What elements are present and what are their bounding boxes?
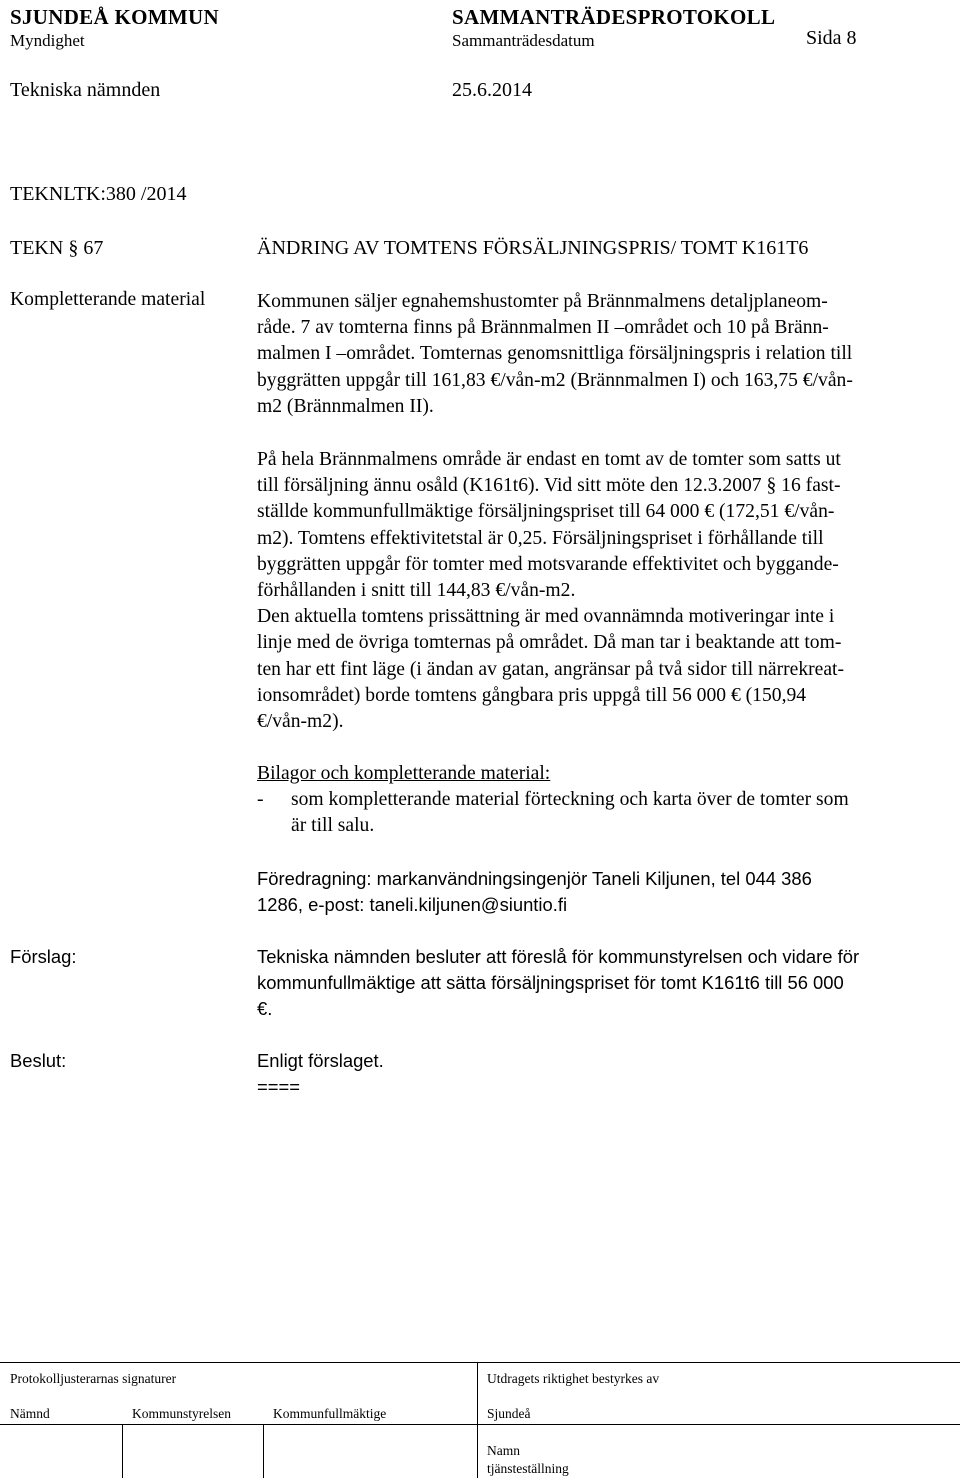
attachments-line: som kompletterande material förteckning och karta över de tomter som xyxy=(291,789,849,810)
proposal-line: kommunfullmäktige att sätta försäljningspriset för tomt K161t6 till 56 000 xyxy=(257,972,844,993)
end-mark: ==== xyxy=(257,1076,300,1097)
paragraph-line: €/vån-m2). xyxy=(257,711,344,733)
paragraph-line: förhållanden i snitt till 144,83 €/vån-m2. xyxy=(257,580,576,602)
decision-text: Enligt förslaget. xyxy=(257,1050,384,1071)
item-number: TEKN § 67 xyxy=(10,237,104,259)
item-title: ÄNDRING AV TOMTENS FÖRSÄLJNINGSPRIS/ TOMT K161T6 xyxy=(257,237,809,259)
paragraph-line: byggrätten uppgår till 161,83 €/vån-m2 (Brännmalmen I) och 163,75 €/vån- xyxy=(257,369,853,391)
presenter-contact: 1286, e-post: taneli.kiljunen@siuntio.fi xyxy=(257,894,568,915)
attachments-heading: Bilagor och kompletterande material: xyxy=(257,763,551,784)
column-namnd: Nämnd xyxy=(10,1406,50,1421)
position-label: tjänsteställning xyxy=(487,1461,569,1476)
supplementary-paragraph xyxy=(257,289,947,420)
proposal-line: €. xyxy=(257,998,273,1019)
footer-column-divider xyxy=(477,1362,478,1478)
authority-label: Myndighet xyxy=(10,31,85,50)
paragraph-line: till försäljning ännu osåld (K161t6). Vid sitt möte den 12.3.2007 § 16 fast- xyxy=(257,475,841,497)
municipality-name: SJUNDEÅ KOMMUN xyxy=(10,5,219,29)
certify-label: Utdragets riktighet bestyrkes av xyxy=(487,1371,660,1386)
column-sjundea: Sjundeå xyxy=(487,1406,531,1421)
paragraph-line: malmen I –området. Tomternas genomsnittliga försäljningspris i relation till xyxy=(257,343,853,365)
date-label: Sammanträdesdatum xyxy=(452,31,595,50)
proposal-line: Tekniska nämnden besluter att föreslå för kommunstyrelsen och vidare för xyxy=(257,946,860,967)
paragraph-line: Den aktuella tomtens prissättning är med ovannämnda motiveringar inte i xyxy=(257,606,835,628)
decision-label: Beslut: xyxy=(10,1050,67,1071)
footer-cell-divider xyxy=(263,1424,264,1478)
supplementary-label: Kompletterande material xyxy=(10,289,206,310)
paragraph-line: linje med de övriga tomternas på området. Då man tar i beaktande att tom- xyxy=(257,632,842,654)
signature-footer xyxy=(0,1360,960,1478)
document-type: SAMMANTRÄDESPROTOKOLL xyxy=(452,5,776,29)
presenter-line: Föredragning: markanvändningsingenjör Taneli Kiljunen, tel 044 386 xyxy=(257,868,812,889)
paragraph-line: ten har ett fint läge (i ändan av gatan, angränsar på två sidor till närrekreat- xyxy=(257,658,845,680)
paragraph-line: byggrätten uppgår för tomter med motsvarande effektivitet och byggande- xyxy=(257,553,839,575)
signatures-label: Protokolljusterarnas signaturer xyxy=(10,1371,177,1386)
reference-number: TEKNLTK:380 /2014 xyxy=(10,183,187,205)
proposal-label: Förslag: xyxy=(10,946,77,967)
paragraph-line: råde. 7 av tomterna finns på Brännmalmen II –området och 10 på Bränn- xyxy=(257,317,829,339)
paragraph-line: Kommunen säljer egnahemshustomter på Brännmalmens detaljplaneom- xyxy=(257,291,828,312)
page-number: Sida 8 xyxy=(806,27,857,49)
paragraph-line: ionsområdet) borde tomtens gångbara pris uppgå till 56 000 € (150,94 xyxy=(257,684,807,706)
attachments-dash: - xyxy=(257,789,264,810)
attachments-line: är till salu. xyxy=(291,815,375,836)
footer-cell-divider xyxy=(122,1424,123,1478)
column-kommunstyrelsen: Kommunstyrelsen xyxy=(132,1406,231,1421)
column-kommunfullmaktige: Kommunfullmäktige xyxy=(273,1406,387,1421)
authority-name: Tekniska nämnden xyxy=(10,79,161,101)
meeting-date: 25.6.2014 xyxy=(452,79,532,101)
paragraph-line: m2 (Brännmalmen II). xyxy=(257,395,434,417)
footer-top-rule xyxy=(0,1362,960,1363)
name-label: Namn xyxy=(487,1443,520,1458)
pricing-paragraph xyxy=(257,447,947,735)
footer-mid-rule xyxy=(0,1424,960,1425)
paragraph-line: På hela Brännmalmens område är endast en tomt av de tomter som satts ut xyxy=(257,449,841,470)
paragraph-line: ställde kommunfullmäktige försäljningspriset till 64 000 € (172,51 €/vån- xyxy=(257,501,835,523)
paragraph-line: m2). Tomtens effektivitetstal är 0,25. Försäljningspriset i förhållande till xyxy=(257,527,824,549)
